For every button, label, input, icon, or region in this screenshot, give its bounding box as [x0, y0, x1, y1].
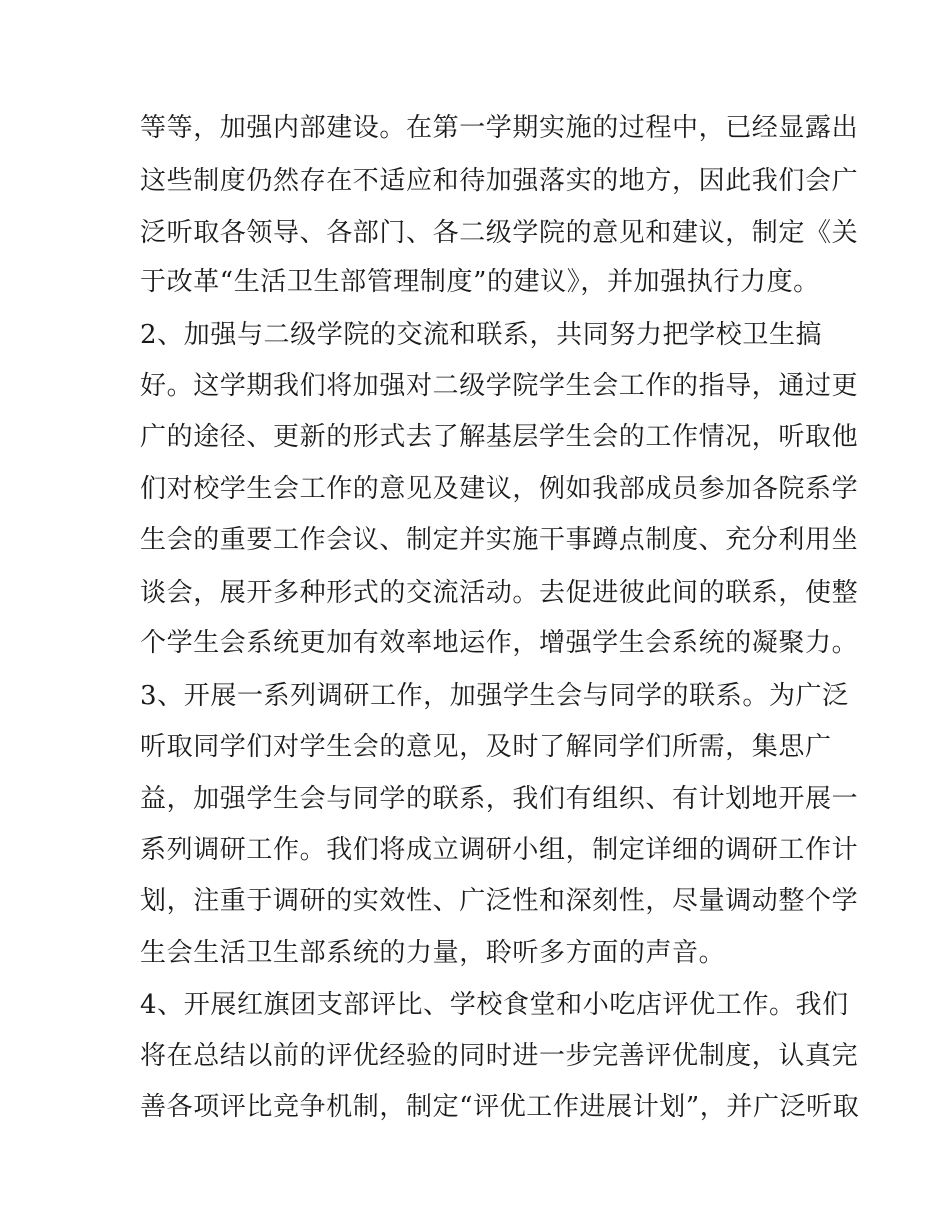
text-line: 3、开展一系列调研工作，加强学生会与同学的联系。为广泛: [140, 681, 849, 711]
text-line: 等等，加强内部建设。在第一学期实施的过程中，已经显露出: [140, 113, 859, 143]
text-line: 系列调研工作。我们将成立调研小组，制定详细的调研工作计: [140, 835, 859, 865]
text-line: 这些制度仍然存在不适应和待加强落实的地方，因此我们会广: [140, 166, 859, 196]
text-line: 益，加强学生会与同学的联系，我们有组织、有计划地开展一: [140, 784, 859, 814]
text-line: 好。这学期我们将加强对二级学院学生会工作的指导，通过更: [140, 371, 859, 401]
text-line: 听取同学们对学生会的意见，及时了解同学们所需，集思广: [140, 732, 832, 762]
text-line: 泛听取各领导、各部门、各二级学院的意见和建议，制定《关: [140, 218, 859, 248]
text-line: 于改革“生活卫生部管理制度”的建议》，并加强执行力度。: [140, 267, 820, 297]
text-line: 个学生会系统更加有效率地运作，增强学生会系统的凝聚力。: [140, 628, 859, 658]
text-line: 善各项评比竞争机制，制定“评优工作进展计划”，并广泛听取: [140, 1092, 860, 1122]
text-line: 2、加强与二级学院的交流和联系，共同努力把学校卫生搞: [140, 320, 823, 350]
text-line: 生会的重要工作会议、制定并实施干事蹲点制度、充分利用坐: [140, 525, 859, 555]
text-line: 将在总结以前的评优经验的同时进一步完善评优制度，认真完: [140, 1041, 859, 1071]
text-line: 4、开展红旗团支部评比、学校食堂和小吃店评优工作。我们: [140, 990, 849, 1020]
text-line: 广的途径、更新的形式去了解基层学生会的工作情况，听取他: [140, 422, 859, 452]
text-line: 们对校学生会工作的意见及建议，例如我部成员参加各院系学: [140, 474, 859, 504]
text-line: 谈会，展开多种形式的交流活动。去促进彼此间的联系，使整: [140, 578, 859, 608]
text-line: 划，注重于调研的实效性、广泛性和深刻性，尽量调动整个学: [140, 886, 859, 916]
text-line: 生会生活卫生部系统的力量，聆听多方面的声音。: [140, 938, 726, 968]
